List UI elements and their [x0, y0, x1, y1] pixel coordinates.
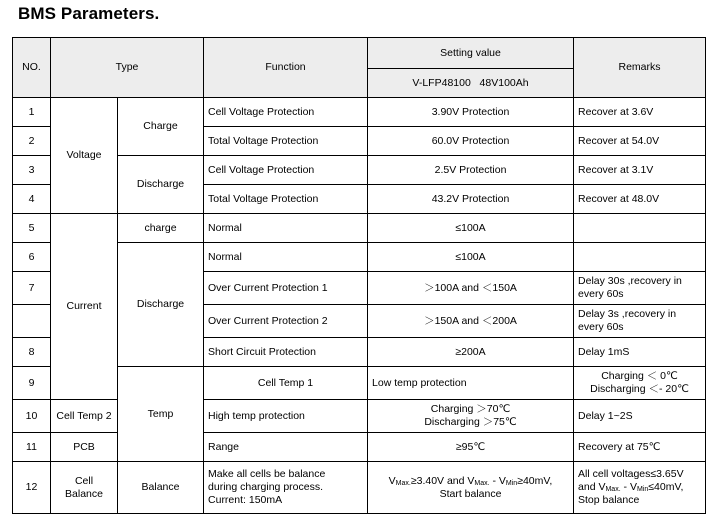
function-cell: Low temp protection: [368, 367, 574, 400]
type-cell-temp-2: Cell Temp 2: [51, 400, 118, 433]
type-cell-balance: [51, 462, 118, 514]
setting-subscript: Max.: [474, 479, 490, 487]
row-number: 2: [13, 127, 51, 156]
setting-cell: ＞100A and ＜150A: [368, 272, 574, 305]
setting-cell: [368, 462, 574, 514]
setting-cell: [368, 400, 574, 433]
function-line: Current: 150mA: [208, 494, 283, 506]
setting-subscript: Max.: [395, 479, 411, 487]
type-charge: Charge: [118, 98, 204, 156]
table-row: [13, 433, 706, 462]
remarks-cell: [574, 214, 706, 243]
remarks-cell: [574, 272, 706, 305]
setting-cell: 2.5V Protection: [368, 156, 574, 185]
remarks-cell: Recover at 54.0V: [574, 127, 706, 156]
table-row: [13, 98, 706, 127]
setting-subscript: Min: [505, 479, 518, 487]
row-number: 5: [13, 214, 51, 243]
row-number: 11: [13, 433, 51, 462]
function-cell: Total Voltage Protection: [204, 185, 368, 214]
table-row: [13, 214, 706, 243]
setting-cell: ≥95℃: [368, 433, 574, 462]
setting-line: Start balance: [439, 487, 502, 500]
row-number: 6: [13, 243, 51, 272]
type-cell-balance-line: Cell: [74, 474, 94, 487]
function-cell: [204, 462, 368, 514]
row-number: 9: [13, 367, 51, 400]
row-number: 4: [13, 185, 51, 214]
function-cell: Cell Voltage Protection: [204, 98, 368, 127]
row-number: 8: [13, 338, 51, 367]
remarks-cell: Recover at 3.1V: [574, 156, 706, 185]
setting-line: Discharging ＞75℃: [424, 416, 517, 428]
function-line: Make all cells be balance: [208, 468, 326, 480]
setting-cell: ≤100A: [368, 214, 574, 243]
remarks-line: Delay 30s ,recovery in: [578, 275, 682, 287]
setting-cell: ≤100A: [368, 243, 574, 272]
function-cell: Cell Voltage Protection: [204, 156, 368, 185]
header-model: V-LFP48100 48V100Ah: [368, 69, 574, 98]
row-number: 12: [13, 462, 51, 514]
remarks-cell: Recover at 3.6V: [574, 98, 706, 127]
setting-text: V: [388, 474, 396, 487]
remarks-line: every 60s: [578, 288, 624, 300]
remarks-line: every 60s: [578, 321, 624, 333]
header-row: [13, 38, 706, 69]
row-number: 1: [13, 98, 51, 127]
remarks-subscript: Min: [636, 486, 649, 493]
type-voltage: Voltage: [51, 98, 118, 214]
remarks-line: Stop balance: [578, 494, 640, 506]
remarks-cell: [574, 462, 706, 514]
setting-text: ≥3.40V and V: [410, 474, 475, 487]
remarks-cell: Recovery at 75℃: [574, 433, 706, 462]
type-temp: Temp: [118, 367, 204, 462]
setting-cell: [574, 367, 706, 400]
function-cell: Normal: [204, 214, 368, 243]
remarks-cell: [574, 305, 706, 338]
setting-text: ≥40mV,: [517, 474, 553, 487]
remarks-cell: Recover at 48.0V: [574, 185, 706, 214]
remarks-text: - V: [620, 481, 637, 493]
setting-line: Charging ＜ 0℃: [601, 370, 678, 382]
function-line: during charging process.: [208, 481, 323, 493]
row-number: 10: [13, 400, 51, 433]
table-row: [13, 400, 706, 433]
function-cell: High temp protection: [204, 400, 368, 433]
remarks-subscript: Max.: [605, 486, 621, 493]
remarks-text: and V: [578, 481, 606, 493]
header-setting-value: Setting value: [368, 38, 574, 69]
setting-cell: ＞150A and ＜200A: [368, 305, 574, 338]
type-cell-temp-1: Cell Temp 1: [204, 367, 368, 400]
remarks-line: Delay 3s ,recovery in: [578, 308, 677, 320]
remarks-cell: Delay 1~2S: [574, 400, 706, 433]
type-discharge: Discharge: [118, 156, 204, 214]
type-current-charge: charge: [118, 214, 204, 243]
function-cell: Normal: [204, 243, 368, 272]
header-remarks: Remarks: [574, 38, 706, 98]
remarks-cell: [574, 243, 706, 272]
type-current-discharge: Discharge: [118, 243, 204, 367]
setting-cell: 43.2V Protection: [368, 185, 574, 214]
row-number: 3: [13, 156, 51, 185]
page-title: BMS Parameters.: [18, 4, 160, 23]
function-cell: Over Current Protection 2: [204, 305, 368, 338]
remarks-cell: Delay 1mS: [574, 338, 706, 367]
type-current: Current: [51, 214, 118, 400]
setting-cell: ≥200A: [368, 338, 574, 367]
type-cell-balance-line: Balance: [65, 487, 103, 500]
function-cell: Over Current Protection 1: [204, 272, 368, 305]
header-function: Function: [204, 38, 368, 98]
type-pcb: PCB: [51, 433, 118, 462]
function-cell: Total Voltage Protection: [204, 127, 368, 156]
setting-line: Charging ＞70℃: [430, 403, 511, 415]
setting-text: - V: [489, 474, 506, 487]
table-row: [13, 462, 706, 514]
bms-parameters-table: [12, 37, 706, 514]
type-balance: Balance: [118, 462, 204, 514]
remarks-line: All cell voltages≤3.65V: [578, 468, 684, 480]
function-cell: Range: [204, 433, 368, 462]
setting-line: Discharging ＜- 20℃: [590, 383, 689, 395]
setting-cell: 3.90V Protection: [368, 98, 574, 127]
header-no: NO.: [13, 38, 51, 98]
header-type: Type: [51, 38, 204, 98]
setting-cell: 60.0V Protection: [368, 127, 574, 156]
function-cell: Short Circuit Protection: [204, 338, 368, 367]
remarks-text: ≤40mV,: [648, 481, 684, 493]
row-number: [13, 305, 51, 338]
row-number: 7: [13, 272, 51, 305]
